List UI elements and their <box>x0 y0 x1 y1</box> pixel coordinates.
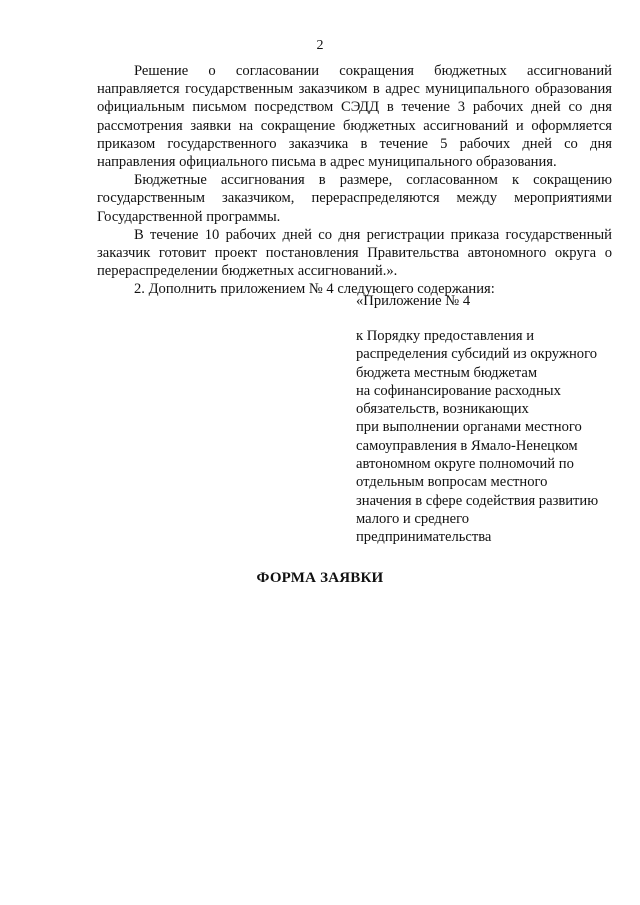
paragraph-deadline: В течение 10 рабочих дней со дня регистрации приказа государственный заказчик готовит проект постановления Правительства автономного округа о перераспределении бюджетных ассигнований.». <box>97 226 612 280</box>
paragraph-reallocation: Бюджетные ассигнования в размере, согласованном к сокращению государственным заказчиком, перераспределяются между мероприятиями Государственной программы. <box>97 172 612 225</box>
appendix-line: малого и среднего <box>356 510 470 527</box>
appendix-line: бюджета местным бюджетам <box>356 364 538 381</box>
appendix-reference <box>356 327 616 547</box>
body-text <box>97 62 612 299</box>
appendix-line: при выполнении органами местного <box>356 419 582 436</box>
appendix-line: предпринимательства <box>356 529 492 546</box>
appendix-line: отдельным вопросам местного <box>356 474 548 491</box>
appendix-line: автономном округе полномочий по <box>356 456 574 473</box>
paragraph-decision: Решение о согласовании сокращения бюджетных ассигнований направляется государственным заказчиком в адрес муниципального образования официальным письмом посредством СЭДД в течение 3 рабочих дней со дня рассмотрения заявки на сокращение бюджетных ассигнований и оформляется приказом государственного заказчика в течение 5 рабочих дней со дня направления официального письма в адрес муниципального образования. <box>97 63 612 171</box>
appendix-line: обязательств, возникающих <box>356 401 529 418</box>
appendix-line: распределения субсидий из окружного <box>356 346 598 363</box>
appendix-line: на софинансирование расходных <box>356 382 561 399</box>
page-number: 2 <box>316 38 324 53</box>
appendix-title: «Приложение № 4 <box>356 293 471 309</box>
appendix-line: к Порядку предоставления и <box>356 328 535 344</box>
appendix-line: значения в сфере содействия развитию <box>356 492 599 509</box>
appendix-line: самоуправления в Ямало-Ненецком <box>356 437 578 454</box>
item-2: 2. Дополнить приложением № 4 следующего содержания: <box>134 281 495 298</box>
form-title: ФОРМА ЗАЯВКИ <box>256 570 384 586</box>
